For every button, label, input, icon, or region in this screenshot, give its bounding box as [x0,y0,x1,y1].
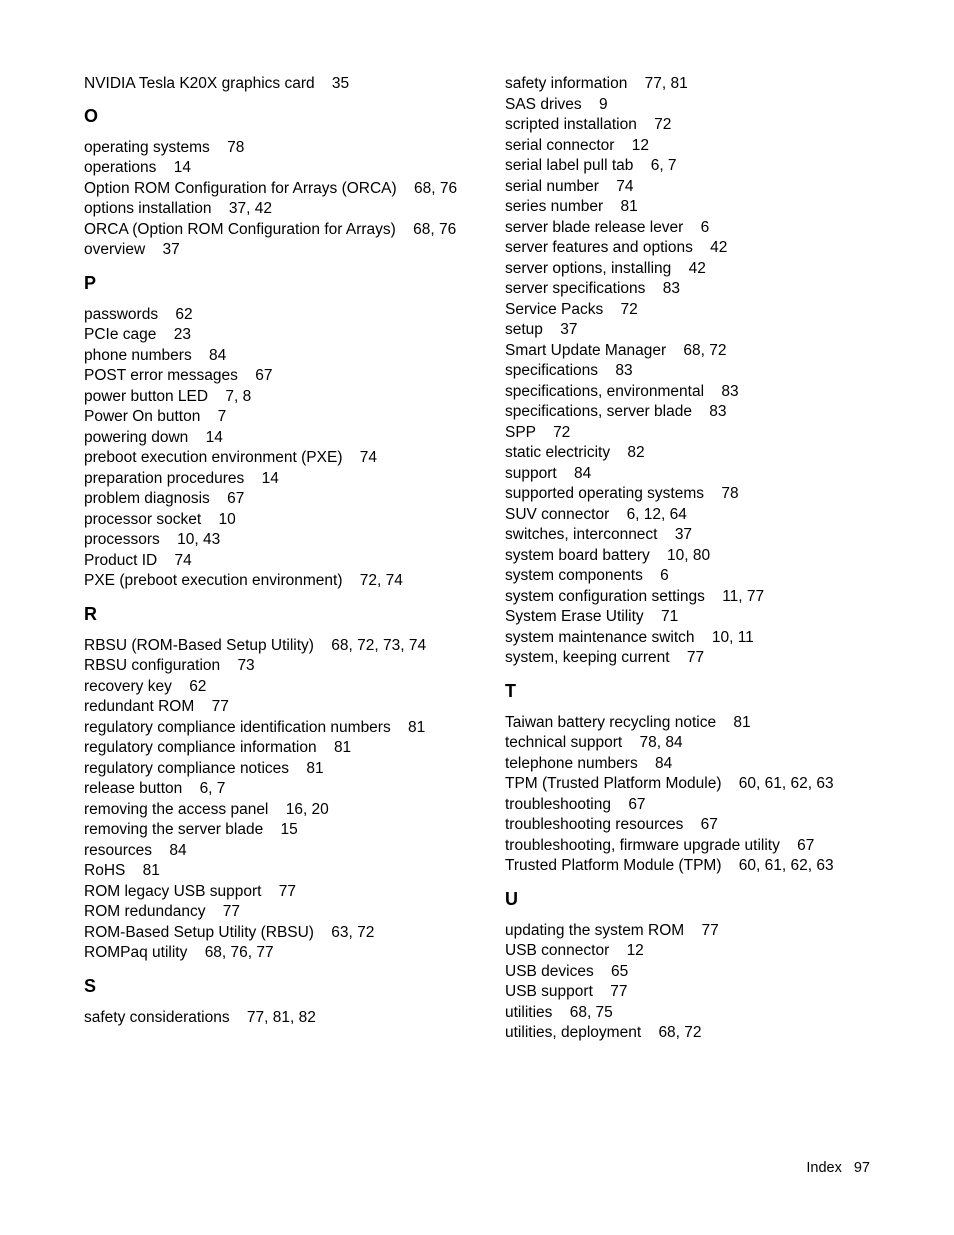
index-term: ORCA (Option ROM Configuration for Arrays) [84,220,396,238]
index-term: preparation procedures [84,469,245,487]
index-term: Taiwan battery recycling notice [505,713,717,731]
index-term: specifications, server blade [505,403,692,420]
index-term: Service Packs [505,300,604,318]
index-page-refs[interactable]: 11, 77 [722,587,765,605]
index-term: technical support [505,734,623,751]
index-page-refs[interactable]: 78 [227,138,245,156]
index-page-refs[interactable]: 10, 11 [711,628,754,646]
index-term: USB connector [505,942,610,959]
index-entry [505,136,905,157]
index-page-refs[interactable]: 72 [654,116,672,133]
index-term: USB devices [505,962,594,980]
index-entry [84,1008,484,1029]
index-page-refs[interactable]: 10, 43 [177,531,221,548]
index-page-refs[interactable]: 68, 76 [414,179,458,197]
index-entry [84,882,484,903]
index-entry [505,836,905,857]
index-page-refs[interactable]: 68, 72 [658,1024,702,1041]
index-term: ROMPaq utility [84,944,188,961]
index-term: system configuration settings [505,587,705,605]
index-page-refs[interactable]: 83 [662,280,680,297]
index-term: scripted installation [505,116,637,133]
index-page-refs[interactable]: 6, 7 [199,780,226,797]
index-entry [505,1023,905,1044]
index-page-refs[interactable]: 6 [660,567,669,584]
index-page-refs[interactable]: 67 [628,795,646,813]
index-page-refs[interactable]: 14 [173,159,191,176]
index-page-refs[interactable]: 68, 75 [569,1003,613,1021]
index-page-refs[interactable]: 68, 72, 73, 74 [331,636,427,654]
index-term: System Erase Utility [505,608,644,625]
index-page-refs[interactable]: 74 [616,177,634,195]
index-term: RoHS [84,862,126,879]
index-entry [505,525,905,546]
index-entry [84,636,484,657]
index-term: system components [505,567,643,584]
index-term: regulatory compliance identification numbers [84,718,391,736]
index-entry [505,279,905,300]
index-entry [505,566,905,587]
index-entry [84,530,484,551]
index-term: removing the access panel [84,800,269,818]
index-page-refs[interactable]: 74 [359,449,378,466]
index-page-refs[interactable]: 12 [626,942,644,959]
index-term: redundant ROM [84,698,195,715]
index-entry [505,361,905,382]
index-entry [505,197,905,218]
index-page-refs[interactable]: 67 [227,490,245,507]
index-term: utilities [505,1003,553,1021]
index-term: updating the system ROM [505,921,685,939]
index-page-refs[interactable]: 83 [709,403,727,420]
index-entry [505,443,905,464]
index-term: serial number [505,177,599,195]
index-term: support [505,464,557,482]
index-page-refs[interactable]: 73 [237,657,255,674]
index-page-refs[interactable]: 81 [733,713,751,731]
index-term: system board battery [505,546,650,564]
index-entry [505,921,905,942]
index-entry [505,218,905,239]
index-entry [505,856,905,877]
index-term: power button LED [84,387,209,405]
index-page-refs[interactable]: 23 [173,326,191,343]
index-entry [84,677,484,698]
index-entry [84,240,484,261]
index-entry [84,820,484,841]
index-term: recovery key [84,677,172,695]
index-term: safety considerations [84,1008,230,1026]
index-page-refs[interactable]: 81 [333,739,352,756]
index-entry [505,402,905,423]
page-footer [806,1158,870,1178]
index-term: server features and options [505,239,693,256]
index-entry [84,943,484,964]
index-term: PXE (preboot execution environment) [84,572,343,589]
index-page-refs[interactable]: 37 [674,526,693,543]
index-page-refs[interactable]: 62 [175,305,193,323]
index-page-refs[interactable]: 81 [620,198,638,215]
index-entry [84,738,484,759]
index-entry [84,841,484,862]
index-entry [84,902,484,923]
index-page-refs[interactable]: 83 [721,382,739,400]
index-entry [505,95,905,116]
index-page-refs[interactable]: 6 [700,218,710,236]
index-term: overview [84,241,146,258]
index-term: operations [84,159,157,176]
index-entry [84,571,484,592]
index-entry [84,179,484,200]
index-entry [505,982,905,1003]
index-term: telephone numbers [505,754,638,772]
index-entry [505,607,905,628]
index-entry [505,177,905,198]
index-term: serial label pull tab [505,157,634,174]
index-page-refs[interactable]: 67 [797,836,815,854]
index-term: processor socket [84,510,202,528]
index-term: safety information [505,75,628,92]
index-page-refs[interactable]: 6, 7 [650,157,677,174]
index-page-refs[interactable]: 14 [205,428,223,446]
index-entry [505,628,905,649]
index-term: POST error messages [84,367,238,384]
footer-page-number: 97 [853,1160,870,1176]
index-page-refs[interactable]: 6, 12, 64 [626,505,687,523]
index-term: phone numbers [84,346,192,364]
index-term: serial connector [505,136,615,154]
index-entry [505,795,905,816]
index-page-refs[interactable]: 15 [280,821,298,838]
index-page-refs[interactable]: 16, 20 [285,800,329,818]
index-term: static electricity [505,444,611,461]
index-page-refs[interactable]: 7, 8 [225,387,252,405]
index-entry [84,305,484,326]
index-entry [84,469,484,490]
index-page-refs[interactable]: 35 [331,75,350,92]
index-entry [505,648,905,669]
index-term: operating systems [84,138,210,156]
index-entry [505,74,905,95]
index-letter-heading: O [84,105,99,126]
index-term: problem diagnosis [84,490,210,507]
index-page-refs[interactable]: 71 [660,608,679,625]
index-term: troubleshooting resources [505,816,684,833]
index-term: preboot execution environment (PXE) [84,449,343,466]
index-entry [84,551,484,572]
index-entry [505,962,905,983]
index-entry [505,505,905,526]
index-entry [505,238,905,259]
index-entry [505,754,905,775]
index-entry [505,1003,905,1024]
index-entry [84,510,484,531]
index-entry [505,941,905,962]
index-term: Trusted Platform Module (TPM) [505,857,722,874]
index-entry [505,156,905,177]
index-page-refs[interactable]: 84 [655,754,673,772]
index-page-refs[interactable]: 9 [598,95,608,113]
index-entry [505,546,905,567]
index-page-refs[interactable]: 83 [615,362,633,379]
index-page-refs[interactable]: 68, 72 [683,341,727,359]
index-page-refs[interactable]: 65 [611,962,629,980]
index-entry [84,759,484,780]
index-page-refs[interactable]: 42 [710,239,728,256]
index-entry [84,448,484,469]
index-page-refs[interactable]: 78, 84 [639,734,683,751]
index-entry [84,923,484,944]
index-entry [505,587,905,608]
index-term: supported operating systems [505,485,705,502]
index-entry [505,464,905,485]
index-term: specifications [505,362,599,379]
index-term: troubleshooting [505,795,611,813]
index-letter-heading: S [84,975,97,996]
index-page-refs[interactable]: 77 [610,983,628,1000]
index-entry [84,407,484,428]
index-page-refs[interactable]: 74 [174,551,192,569]
index-term: system, keeping current [505,649,670,666]
index-term: Power On button [84,408,201,425]
index-page-refs[interactable]: 77 [686,649,705,666]
index-page-refs[interactable]: 82 [627,444,645,461]
index-entry [505,733,905,754]
index-column-left [84,74,484,1028]
index-page-refs[interactable]: 78 [721,485,739,502]
index-page-refs[interactable]: 14 [261,469,279,487]
index-term: Product ID [84,551,158,569]
index-entry [84,779,484,800]
index-entry [505,484,905,505]
index-page-refs[interactable]: 81 [408,718,426,736]
index-term: removing the server blade [84,821,264,838]
index-term: RBSU (ROM-Based Setup Utility) [84,636,314,654]
index-page-refs[interactable]: 12 [631,136,649,154]
index-entry [84,158,484,179]
index-entry [505,341,905,362]
index-column-right [505,74,905,1044]
index-entry [84,656,484,677]
index-page-refs[interactable]: 84 [169,841,187,859]
index-term: regulatory compliance notices [84,759,290,777]
index-page-refs[interactable]: 63, 72 [331,923,375,941]
index-term: ROM-Based Setup Utility (RBSU) [84,923,314,941]
index-entry [505,115,905,136]
index-term: TPM (Trusted Platform Module) [505,775,722,792]
index-page-refs[interactable]: 67 [700,816,718,833]
index-page-refs[interactable]: 84 [574,464,592,482]
index-entry [505,259,905,280]
index-term: utilities, deployment [505,1024,642,1041]
index-term: passwords [84,305,159,323]
index-entry [84,74,484,95]
index-term: SPP [505,423,536,441]
index-term: options installation [84,200,212,217]
index-entry [84,800,484,821]
index-entry [84,387,484,408]
index-page-refs[interactable]: 68, 76 [413,220,457,238]
index-page-refs[interactable]: 81 [306,759,324,777]
index-term: system maintenance switch [505,628,695,646]
index-page-refs[interactable]: 77, 81, 82 [246,1008,316,1026]
index-entry [505,774,905,795]
index-entry [84,861,484,882]
index-term: SUV connector [505,505,610,523]
index-page-refs[interactable]: 37 [162,241,180,258]
index-page-refs[interactable]: 72 [553,423,571,441]
index-term: series number [505,198,604,215]
index-entry [84,346,484,367]
index-page-refs[interactable]: 81 [142,862,160,879]
index-page-refs[interactable]: 62 [189,677,207,695]
index-entry [505,300,905,321]
index-entry [84,366,484,387]
index-page-refs[interactable]: 68, 76, 77 [204,944,274,961]
index-entry [505,815,905,836]
footer-section-label: Index [806,1160,842,1176]
index-entry [84,199,484,220]
index-entry [505,320,905,341]
index-page-refs[interactable]: 37, 42 [228,200,272,217]
index-term: USB support [505,983,593,1000]
index-letter-heading: T [505,680,516,701]
index-letter-heading: R [84,603,97,624]
index-entry [84,220,484,241]
index-term: ROM redundancy [84,903,206,920]
index-entry [505,713,905,734]
index-letter-heading: P [84,272,97,293]
index-entry [84,489,484,510]
index-letter-heading: U [505,888,518,909]
index-page-refs[interactable]: 77 [701,921,719,939]
index-term: processors [84,531,160,548]
index-term: RBSU configuration [84,657,221,674]
index-term: troubleshooting, firmware upgrade utility [505,836,780,854]
index-page-refs[interactable]: 60, 61, 62, 63 [738,775,834,792]
index-entry [84,428,484,449]
index-term: Smart Update Manager [505,341,667,359]
index-term: PCIe cage [84,326,157,343]
index-page-refs[interactable]: 72, 74 [359,572,403,589]
index-page-refs[interactable]: 10 [218,510,236,528]
index-term: server options, installing [505,259,672,277]
index-term: powering down [84,428,189,446]
index-term: server blade release lever [505,218,684,236]
index-term: SAS drives [505,95,582,113]
index-page-refs[interactable]: 7 [217,408,227,425]
index-term: specifications, environmental [505,382,705,400]
index-term: ROM legacy USB support [84,882,262,900]
index-entry [84,138,484,159]
index-page-refs[interactable]: 60, 61, 62, 63 [738,857,834,874]
index-entry [84,718,484,739]
index-page-refs[interactable]: 72 [620,300,638,318]
index-term: regulatory compliance information [84,739,317,756]
index-term: NVIDIA Tesla K20X graphics card [84,75,315,92]
index-term: server specifications [505,280,646,297]
index-term: Option ROM Configuration for Arrays (ORCA) [84,179,397,197]
index-entry [84,325,484,346]
index-page-refs[interactable]: 67 [255,367,273,384]
index-page-refs[interactable]: 77, 81 [644,75,688,92]
index-term: resources [84,841,153,859]
index-page-refs[interactable]: 84 [209,346,227,364]
index-page-refs[interactable]: 77 [278,882,297,900]
index-page-refs[interactable]: 10, 80 [667,546,711,564]
index-entry [505,382,905,403]
index-page-refs[interactable]: 37 [560,321,578,338]
index-term: switches, interconnect [505,526,658,543]
index-term: setup [505,321,543,338]
index-page-refs[interactable]: 77 [222,903,241,920]
index-page-refs[interactable]: 77 [211,698,229,715]
index-term: release button [84,780,183,797]
index-page-refs[interactable]: 42 [688,259,706,277]
index-entry [84,697,484,718]
index-entry [505,423,905,444]
